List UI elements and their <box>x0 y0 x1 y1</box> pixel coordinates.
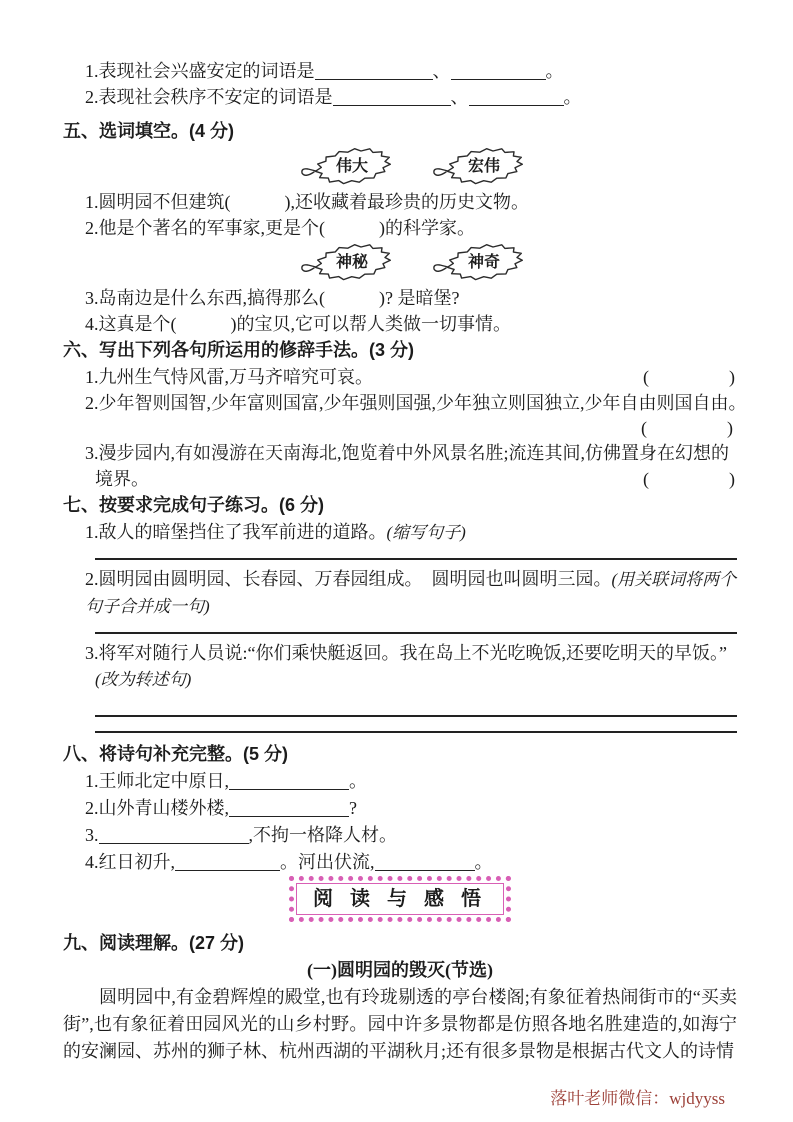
answer-bracket: ( ) <box>641 418 733 438</box>
section-heading-5: 五、选词填空。(4 分) <box>63 121 234 141</box>
word-choice-leaves <box>75 143 749 189</box>
answer-blank <box>469 89 564 106</box>
leaf-icon <box>430 143 526 189</box>
answer-blank <box>333 89 451 106</box>
period: ? <box>349 798 357 818</box>
reading-banner-label: 阅 读 与 感 悟 <box>296 883 504 915</box>
poem-item <box>85 849 737 876</box>
answer-line <box>95 723 737 733</box>
question-item <box>85 566 737 620</box>
poem-item <box>85 768 737 795</box>
answer-blank <box>375 854 475 871</box>
instruction-note: (用关联词将两个句子合并成一句) <box>85 570 737 616</box>
item-text: 境界。 <box>95 469 149 489</box>
reading-banner <box>289 876 511 922</box>
separator: 、 <box>450 87 469 107</box>
answer-line <box>95 550 737 560</box>
question-item <box>85 364 737 390</box>
period: 。 <box>563 87 582 107</box>
item-text: 1.王师北定中原日, <box>85 771 229 791</box>
item-text: 1.九州生气恃风雷,万马齐喑究可哀。 <box>85 367 373 387</box>
fill-blank-item <box>85 58 737 84</box>
question-item: 3.漫步园内,有如漫游在天南海北,饱览着中外风景名胜;流连其间,仿佛置身在幻想的 <box>85 443 729 463</box>
answer-line <box>95 624 737 634</box>
leaf-word: 宏伟 <box>467 158 501 175</box>
item-text: 4.红日初升, <box>85 852 175 872</box>
answer-blank <box>99 827 249 844</box>
leaf-icon <box>298 143 394 189</box>
item-text: 1.敌人的暗堡挡住了我军前进的道路。 <box>85 522 387 542</box>
question-item: 1.圆明园不但建筑( ),还收藏着最珍贵的历史文物。 <box>85 192 529 212</box>
answer-blank <box>175 854 280 871</box>
question-item: 3.岛南边是什么东西,搞得那么( )? 是暗堡? <box>85 288 460 308</box>
reading-banner-row <box>63 876 737 922</box>
answer-blank <box>229 773 349 790</box>
period: 。 <box>349 771 367 791</box>
section-heading-6: 六、写出下列各句所运用的修辞手法。(3 分) <box>63 340 414 360</box>
poem-item <box>85 795 737 822</box>
answer-bracket: ( ) <box>643 469 735 489</box>
item-text: 2.圆明园由圆明园、长春园、万春园组成。 圆明园也叫圆明三园。 <box>85 569 612 589</box>
answer-bracket-line <box>63 416 737 440</box>
section-heading-8: 八、将诗句补充完整。(5 分) <box>63 744 288 764</box>
separator: 、 <box>432 61 451 81</box>
question-item-continuation <box>85 466 737 492</box>
item-text: 2.表现社会秩序不安定的词语是 <box>85 87 333 107</box>
leaf-icon <box>298 239 394 285</box>
question-item: 4.这真是个( )的宝贝,它可以帮人类做一切事情。 <box>85 314 511 334</box>
answer-blank <box>451 63 546 80</box>
question-item: 2.少年智则国智,少年富则国富,少年强则国强,少年独立则国独立,少年自由则国自由。 <box>85 393 747 413</box>
leaf-word: 伟大 <box>335 158 369 175</box>
answer-line <box>95 707 737 717</box>
answer-bracket: ( ) <box>643 367 735 387</box>
poem-item <box>85 822 737 849</box>
item-text: 3. <box>85 825 99 845</box>
question-item <box>85 519 737 546</box>
word-choice-leaves <box>75 239 749 285</box>
leaf-word: 神秘 <box>335 254 369 271</box>
section-heading-9: 九、阅读理解。(27 分) <box>63 933 245 953</box>
section-heading-7: 七、按要求完成句子练习。(6 分) <box>63 495 324 515</box>
question-item: 3.将军对随行人员说:“你们乘快艇返回。我在岛上不光吃晚饭,还要吃明天的早饭。” <box>85 643 727 663</box>
instruction-note: (改为转述句) <box>95 670 192 689</box>
item-text: 1.表现社会兴盛安定的词语是 <box>85 61 315 81</box>
passage-paragraph: 圆明园中,有金碧辉煌的殿堂,也有玲珑剔透的亭台楼阁;有象征着热闹街市的“买卖街”,也有象征着田园风光的山乡村野。园中许多景物都是仿照各地名胜建造的,如海宁的安澜园、苏州的狮子林、杭州西湖的平湖秋月;还有很多景物是根据古代文人的诗情 <box>63 987 737 1061</box>
passage-title: (一)圆明园的毁灭(节选) <box>307 960 493 980</box>
answer-blank <box>229 800 349 817</box>
leaf-icon <box>430 239 526 285</box>
instruction-note: (缩写句子) <box>386 523 466 542</box>
footer-wechat: 落叶老师微信：wjdyyss <box>550 1089 725 1108</box>
item-text: 2.山外青山楼外楼, <box>85 798 229 818</box>
period: 。 <box>545 61 564 81</box>
item-text: 。河出伏流, <box>280 852 375 872</box>
answer-blank <box>315 63 433 80</box>
fill-blank-item <box>85 84 737 110</box>
instruction-note-line <box>85 666 737 693</box>
item-text: ,不拘一格降人材。 <box>248 825 397 845</box>
leaf-word: 神奇 <box>467 254 501 271</box>
period: 。 <box>474 852 493 872</box>
question-item: 2.他是个著名的军事家,更是个( )的科学家。 <box>85 218 475 238</box>
